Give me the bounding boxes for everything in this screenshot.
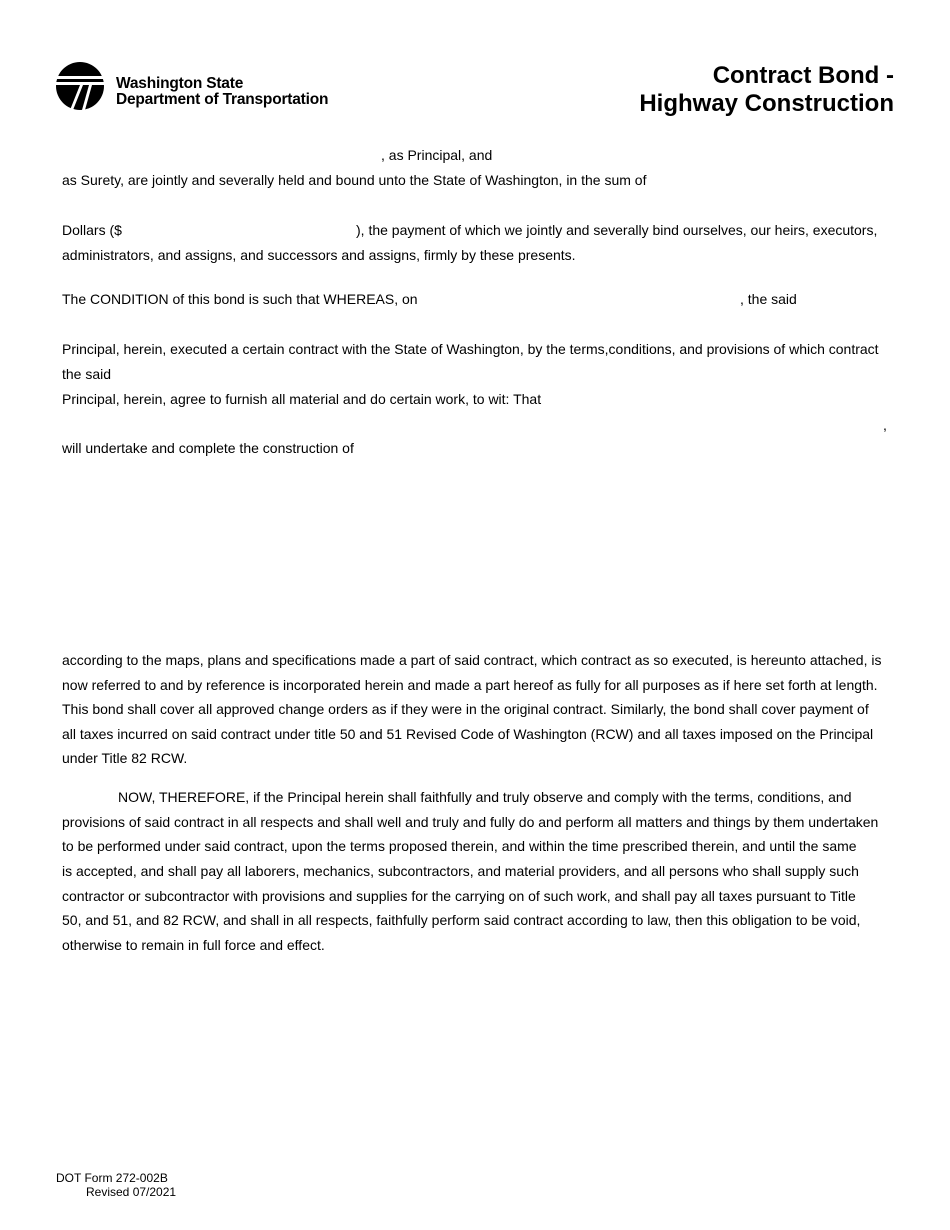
- paragraph-line: all taxes incurred on said contract under title 50 and 51 Revised Code of Washington (RCW) and all taxes imposed on the Principal: [62, 726, 874, 742]
- agency-name-line1: Washington State: [116, 75, 244, 92]
- comma-text: ,: [883, 417, 887, 433]
- paragraph-line: now referred to and by reference is incorporated herein and made a part hereof as fully for all purposes as if here set forth at length.: [62, 677, 878, 693]
- the-said-text: , the said: [740, 291, 797, 307]
- project-description-field[interactable]: [60, 462, 884, 646]
- condition-text: The CONDITION of this bond is such that WHEREAS, on: [62, 291, 418, 307]
- paragraph-line: according to the maps, plans and specifications made a part of said contract, which contract as so executed, is hereunto attached, is: [62, 652, 882, 668]
- form-number: DOT Form 272-002B: [56, 1171, 168, 1185]
- contractor-name-field[interactable]: [60, 414, 884, 436]
- surety-text: as Surety, are jointly and severally held and bound unto the State of Washington, in the sum of: [62, 172, 647, 188]
- sum-words-field[interactable]: [60, 196, 884, 218]
- paragraph-line: This bond shall cover all approved change orders as if they were in the original contract. Similarly, the bond shall cover payment of: [62, 701, 869, 717]
- wsdot-logo-icon: [56, 62, 104, 110]
- title-line1: Contract Bond -: [712, 62, 894, 89]
- agency-name-line2: Department of Transportation: [116, 91, 329, 108]
- undertake-text: will undertake and complete the construction of: [62, 440, 354, 456]
- principal-executed-text: Principal, herein, executed a certain contract with the State of Washington, by the terms,conditions, and provisions of which contract: [62, 341, 879, 357]
- dollars-text: Dollars ($: [62, 222, 122, 238]
- revised-date: Revised 07/2021: [86, 1185, 177, 1199]
- the-said-line: the said: [62, 366, 112, 382]
- paragraph-line: provisions of said contract in all respects and shall well and truly and fully do and perform all matters and things by them undertaken: [62, 814, 879, 830]
- agency-name: [116, 76, 328, 108]
- payment-text: ), the payment of which we jointly and severally bind ourselves, our heirs, executors,: [356, 222, 878, 238]
- paragraph-line: contractor or subcontractor with provisions and supplies for the carrying on of such work, and shall pay all taxes pursuant to Title: [62, 888, 856, 904]
- dollar-amount-field[interactable]: [126, 220, 358, 242]
- paragraph-line: under Title 82 RCW.: [62, 750, 188, 766]
- paragraph-line: is accepted, and shall pay all laborers, mechanics, subcontractors, and material providers, and all persons who shall supply such: [62, 863, 859, 879]
- contract-date-field[interactable]: [420, 289, 740, 311]
- wsdot-logo: [56, 62, 104, 115]
- administrators-text: administrators, and assigns, and successors and assigns, firmly by these presents.: [62, 247, 576, 263]
- page-title: [639, 62, 894, 118]
- agree-text: Principal, herein, agree to furnish all material and do certain work, to wit: That: [62, 391, 542, 407]
- paragraph-line: to be performed under said contract, upon the terms proposed therein, and within the time prescribed therein, and until the same: [62, 838, 857, 854]
- form-footer: [56, 1171, 176, 1199]
- principal-name-field[interactable]: [60, 145, 382, 167]
- principal-text: , as Principal, and: [381, 147, 493, 163]
- paragraph-line: NOW, THEREFORE, if the Principal herein shall faithfully and truly observe and comply with the terms, conditions, and: [118, 789, 852, 805]
- paragraph-line: 50, and 51, and 82 RCW, and shall in all respects, faithfully perform said contract according to law, then this obligation to be void,: [62, 912, 861, 928]
- paragraph-line: otherwise to remain in full force and effect.: [62, 937, 325, 953]
- title-line2: Highway Construction: [639, 90, 894, 117]
